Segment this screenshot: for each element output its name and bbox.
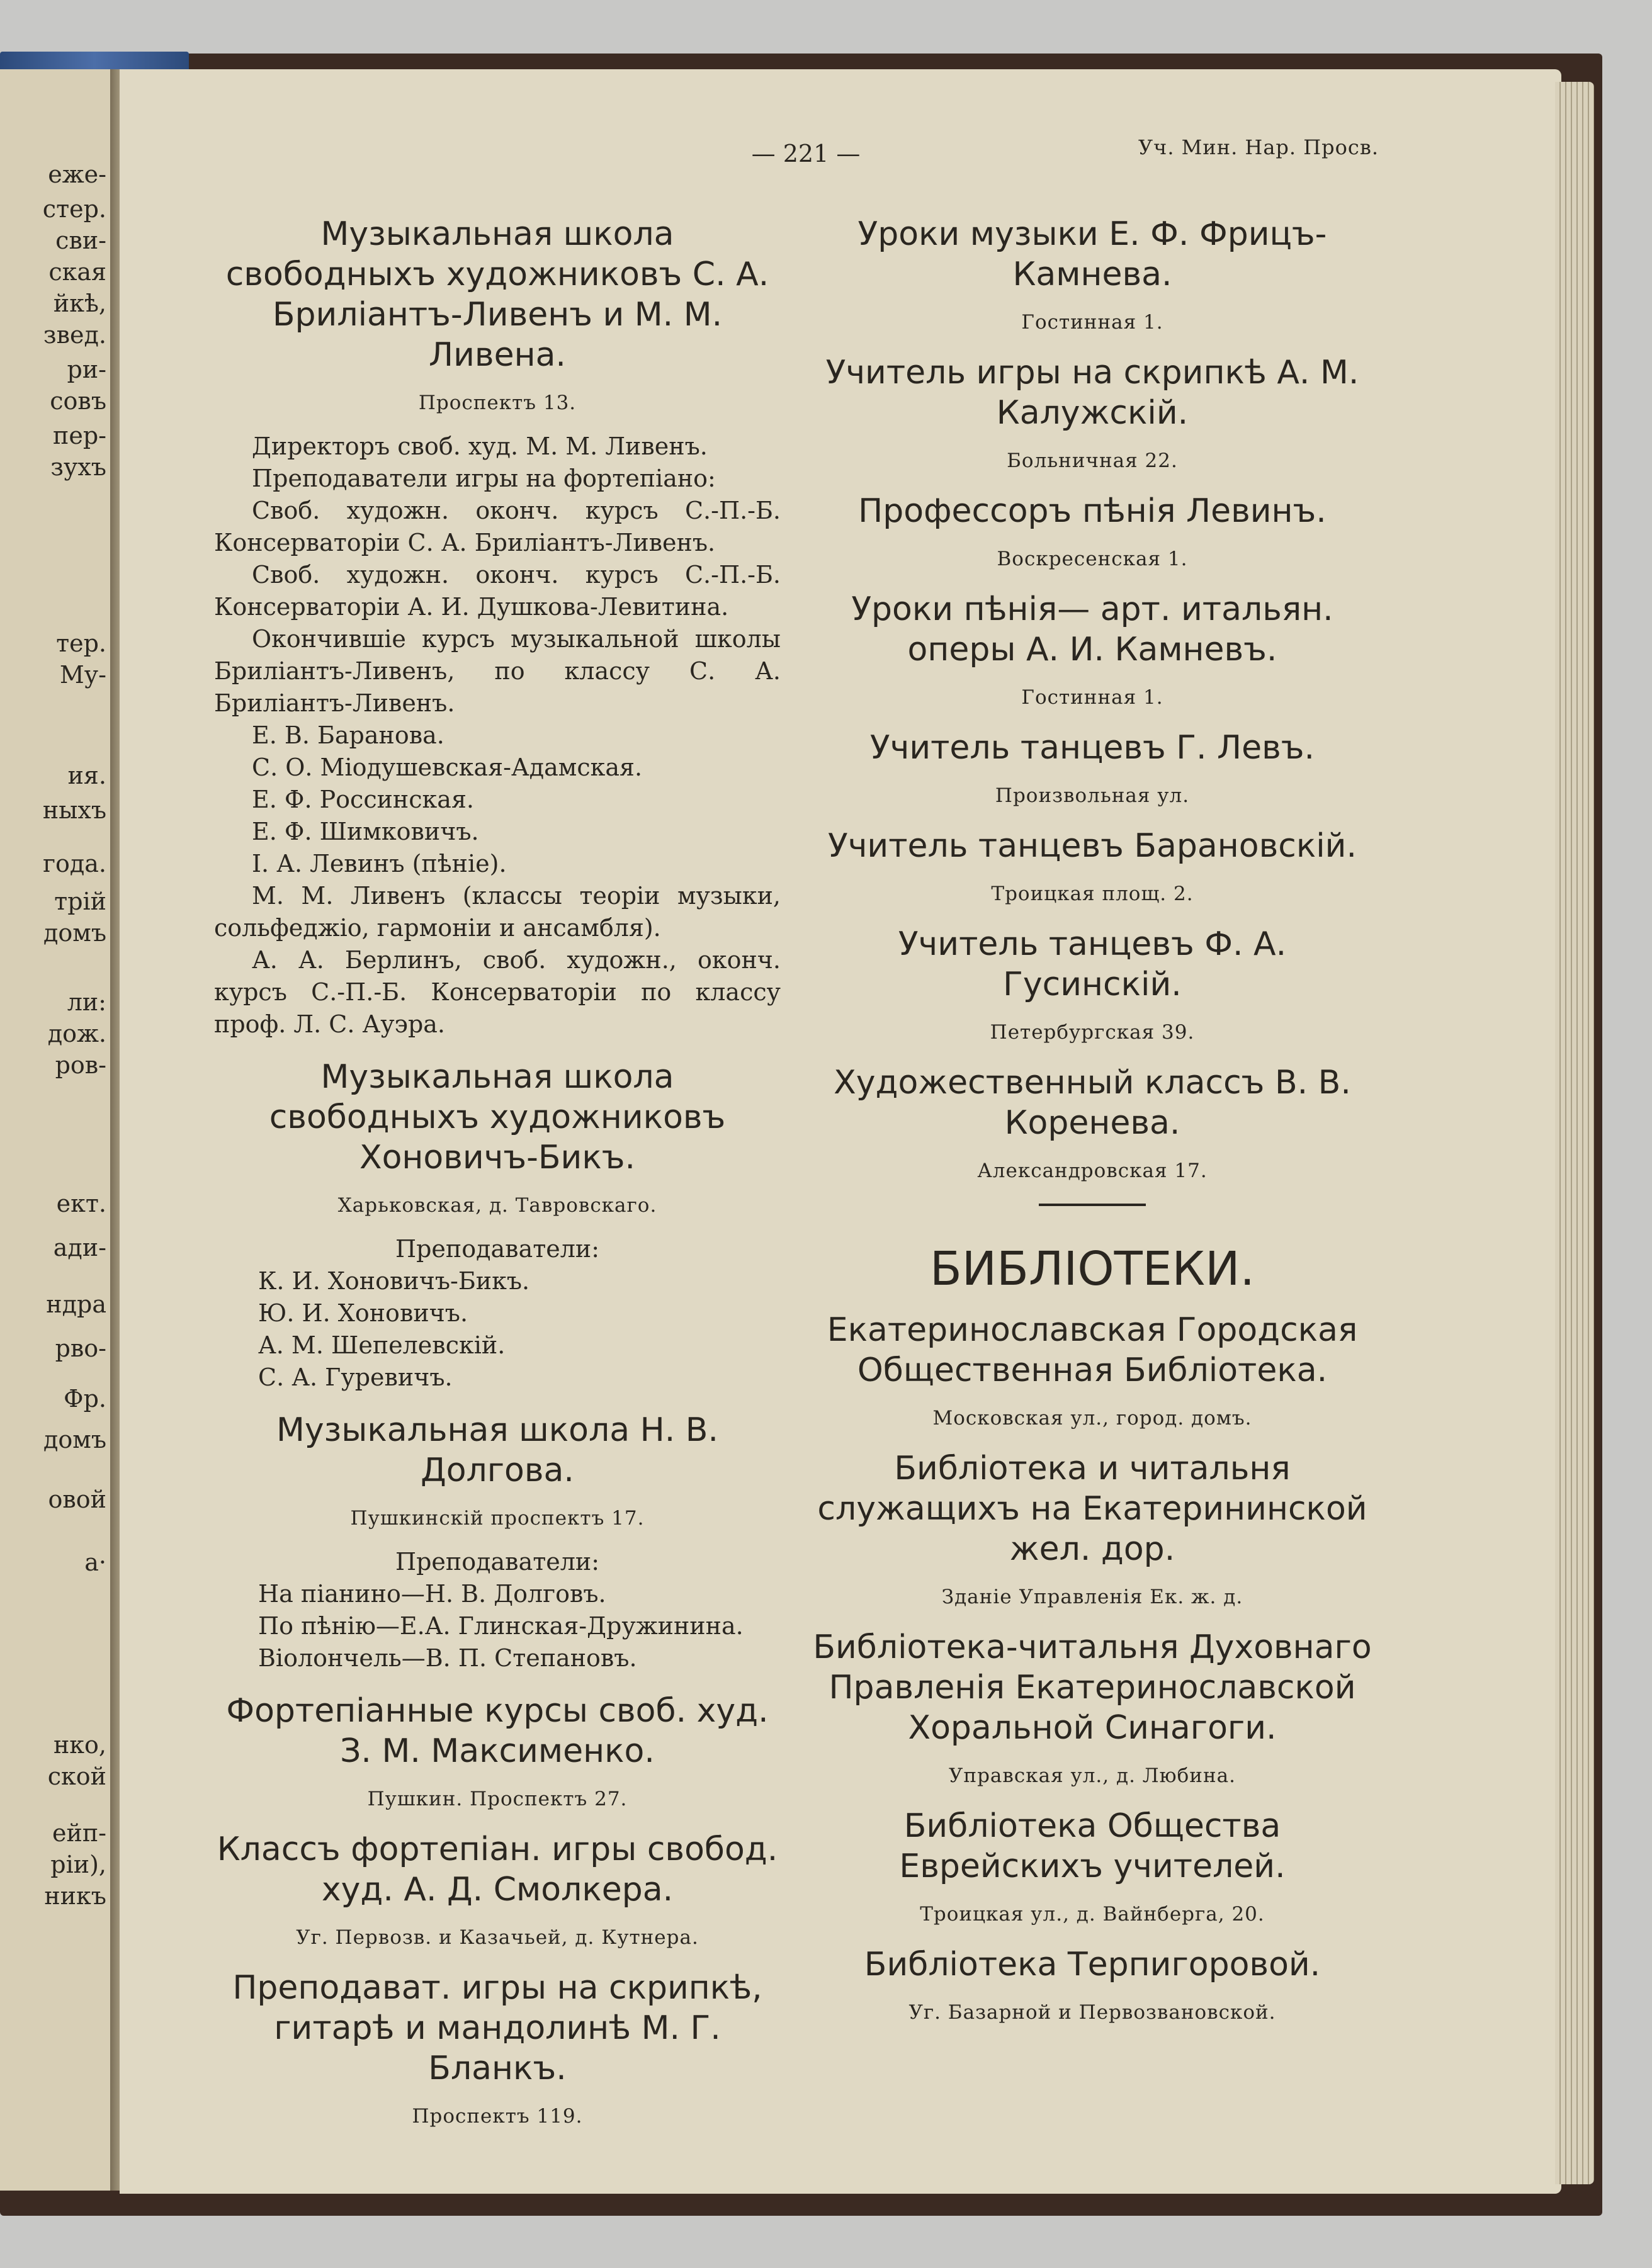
entry-paragraph: Е. Ф. Шимковичъ. bbox=[252, 818, 479, 845]
entry-address: Троицкая ул., д. Вайнберга, 20. bbox=[920, 1903, 1265, 1926]
entry-paragraph: Своб. художн. оконч. курсъ С.-П.-Б. Консерваторіи А. И. Душкова-Левитина. bbox=[214, 561, 781, 621]
left-page-text-fragment: стер. bbox=[42, 195, 106, 223]
staff-name: Ю. И. Хоновичъ. bbox=[258, 1299, 468, 1327]
staff-name: Віолончель—В. П. Степановъ. bbox=[258, 1644, 637, 1672]
left-page-text-fragment: йкѣ, bbox=[53, 290, 106, 317]
entry-address: Больничная 22. bbox=[1007, 449, 1178, 472]
entry-title: Музыкальная школа Н. В. Долгова. bbox=[276, 1411, 718, 1489]
directory-entry bbox=[214, 1410, 781, 1674]
staff-name: К. И. Хоновичъ-Бикъ. bbox=[258, 1267, 530, 1295]
left-page-text-fragment: года. bbox=[43, 850, 106, 877]
staff-list bbox=[214, 1578, 781, 1674]
left-page-text-fragment: рво- bbox=[55, 1334, 106, 1362]
left-page-text-fragment: Фр. bbox=[64, 1385, 106, 1413]
entry-address: Гостинная 1. bbox=[1021, 686, 1163, 709]
left-page-text-fragment: ект. bbox=[56, 1190, 106, 1217]
left-page-text-fragment: ров- bbox=[55, 1051, 106, 1079]
entry-address: Произвольная ул. bbox=[995, 784, 1190, 807]
left-page-text-fragment: пер- bbox=[53, 422, 106, 449]
entry-subheading: Преподаватели: bbox=[395, 1235, 600, 1263]
directory-entry bbox=[214, 1968, 781, 2130]
directory-entry bbox=[809, 353, 1376, 475]
left-page-edge bbox=[0, 69, 114, 2191]
left-page-text-fragment: ндра bbox=[46, 1290, 106, 1318]
left-page-text-fragment: зухъ bbox=[50, 453, 106, 481]
staff-name: На піанино—Н. В. Долговъ. bbox=[258, 1580, 606, 1608]
section-heading: БИБЛІОТЕКИ. bbox=[930, 1242, 1255, 1296]
entry-address: Воскресенская 1. bbox=[997, 548, 1188, 570]
entry-title: Библіотека Терпигоровой. bbox=[864, 1946, 1321, 1983]
entry-paragraph: С. О. Міодушевская-Адамская. bbox=[252, 753, 643, 781]
left-page-text-fragment: ади- bbox=[53, 1234, 106, 1261]
entry-title: Преподават. игры на скрипкѣ, гитарѣ и мандолинѣ М. Г. Бланкъ. bbox=[232, 1969, 762, 2087]
left-column bbox=[214, 214, 781, 2147]
section-divider bbox=[1039, 1204, 1146, 1206]
staff-name: По пѣнію—Е.А. Глинская-Дружинина. bbox=[258, 1612, 744, 1640]
entry-title: Екатеринославская Городская Общественная Библіотека. bbox=[827, 1311, 1358, 1389]
page-number: — 221 — bbox=[751, 140, 861, 167]
directory-entry bbox=[214, 214, 781, 1041]
entry-title: Профессоръ пѣнія Левинъ. bbox=[858, 492, 1327, 530]
right-column bbox=[809, 214, 1376, 2043]
entry-address: Гостинная 1. bbox=[1021, 311, 1163, 334]
entry-address: Уг. Первозв. и Казачьей, д. Кутнера. bbox=[296, 1926, 699, 1949]
left-page-text-fragment: ейп- bbox=[52, 1819, 106, 1847]
directory-entry bbox=[809, 924, 1376, 1046]
entry-address: Троицкая площ. 2. bbox=[991, 883, 1194, 905]
entry-paragraph: М. М. Ливенъ (классы теоріи музыки, сольфеджіо, гармоніи и ансамбля). bbox=[214, 882, 781, 942]
entry-address: Зданіе Управленія Ек. ж. д. bbox=[941, 1586, 1243, 1608]
entry-title: Учитель танцевъ Барановскій. bbox=[828, 827, 1357, 865]
entry-paragraph: Е. Ф. Россинская. bbox=[252, 786, 475, 813]
left-page-text-fragment: ныхъ bbox=[42, 796, 106, 824]
entry-title: Учитель танцевъ Ф. А. Гусинскій. bbox=[898, 925, 1287, 1003]
left-page-text-fragment: тер. bbox=[56, 629, 106, 657]
left-page-text-fragment: никъ bbox=[44, 1882, 106, 1910]
entry-title: Учитель игры на скрипкѣ А. М. Калужскій. bbox=[825, 354, 1359, 432]
entry-paragraph: Е. В. Баранова. bbox=[252, 721, 444, 749]
directory-entry bbox=[214, 1829, 781, 1951]
entry-title: Библіотека и читальня служащихъ на Екатерининской жел. дор. bbox=[817, 1450, 1367, 1568]
entry-address: Пушкинскій проспектъ 17. bbox=[350, 1507, 645, 1530]
entry-paragraph: Своб. художн. оконч. курсъ С.-П.-Б. Консерваторіи С. А. Бриліантъ-Ливенъ. bbox=[214, 497, 781, 556]
directory-entry bbox=[809, 589, 1376, 711]
entry-title: Библіотека-читальня Духовнаго Правленія Екатеринославской Хоральной Синагоги. bbox=[813, 1628, 1372, 1747]
left-page-text-fragment: трій bbox=[54, 888, 106, 915]
directory-entry bbox=[809, 1310, 1376, 1432]
entry-address: Проспектъ 13. bbox=[418, 392, 577, 414]
entry-address: Пушкин. Проспектъ 27. bbox=[367, 1788, 628, 1810]
entry-title: Учитель танцевъ Г. Левъ. bbox=[869, 729, 1315, 767]
entry-address: Управская ул., д. Любина. bbox=[949, 1764, 1236, 1787]
entry-paragraph: А. А. Берлинъ, своб. художн., оконч. курсъ С.-П.-Б. Консерваторіи по классу проф. Л. С. Ауэра. bbox=[214, 946, 781, 1038]
entry-title: Музыкальная школа свободныхъ художниковъ С. А. Бриліантъ-Ливенъ и М. М. Ливена. bbox=[225, 215, 769, 374]
left-page-text-fragment: ріи), bbox=[50, 1851, 106, 1878]
staff-name: А. М. Шепелевскій. bbox=[258, 1331, 506, 1359]
directory-entry bbox=[809, 1944, 1376, 2026]
running-title: Уч. Мин. Нар. Просв. bbox=[1138, 135, 1379, 159]
directory-entry bbox=[809, 1448, 1376, 1611]
entry-title: Уроки пѣнія— арт. итальян. оперы А. И. Камневъ. bbox=[851, 590, 1333, 669]
directory-entry bbox=[809, 1806, 1376, 1928]
directory-entry bbox=[214, 1057, 781, 1394]
left-page-text-fragment: ри- bbox=[67, 356, 106, 383]
left-page-text-fragment: звед. bbox=[43, 321, 106, 349]
directory-entry bbox=[809, 214, 1376, 336]
left-page-text-fragment: ли: bbox=[67, 988, 106, 1016]
entry-title: Музыкальная школа свободныхъ художниковъ Хоновичъ-Бикъ. bbox=[269, 1058, 726, 1176]
directory-entry bbox=[809, 1063, 1376, 1185]
left-page-text-fragment: домъ bbox=[43, 919, 106, 947]
entry-address: Проспектъ 119. bbox=[412, 2105, 583, 2128]
staff-list bbox=[214, 1265, 781, 1394]
left-page-text-fragment: нко, bbox=[53, 1731, 106, 1759]
left-page-text-fragment: сви- bbox=[55, 227, 106, 254]
directory-entry bbox=[809, 491, 1376, 573]
entry-address: Уг. Базарной и Первозвановской. bbox=[908, 2001, 1276, 2024]
entry-subheading: Преподаватели: bbox=[395, 1548, 600, 1576]
left-page-text-fragment: домъ bbox=[43, 1426, 106, 1453]
left-page-text-fragment: а· bbox=[84, 1549, 106, 1576]
directory-entry bbox=[809, 728, 1376, 810]
entry-title: Уроки музыки Е. Ф. Фрицъ-Камнева. bbox=[857, 215, 1327, 293]
directory-entry bbox=[809, 826, 1376, 908]
entry-title: Классъ фортепіан. игры свобод. худ. А. Д. Смолкера. bbox=[217, 1831, 778, 1909]
left-page-text-fragment: овой bbox=[48, 1486, 106, 1513]
entry-address: Московская ул., город. домъ. bbox=[932, 1407, 1252, 1430]
left-page-text-fragment: ская bbox=[48, 258, 106, 286]
entry-paragraph: Окончившіе курсъ музыкальной школы Бриліантъ-Ливенъ, по классу С. А. Бриліантъ-Ливенъ. bbox=[214, 625, 781, 717]
directory-entry bbox=[809, 1627, 1376, 1790]
entry-title: Библіотека Общества Еврейскихъ учителей. bbox=[899, 1807, 1286, 1885]
entry-address: Харьковская, д. Тавровскаго. bbox=[337, 1194, 657, 1217]
left-page-text-fragment: совъ bbox=[50, 387, 106, 415]
page-edges bbox=[1555, 82, 1594, 2184]
entry-title: Художественный классъ В. В. Коренева. bbox=[834, 1064, 1351, 1142]
staff-name: С. А. Гуревичъ. bbox=[258, 1363, 453, 1391]
entry-paragraph: І. А. Левинъ (пѣніе). bbox=[252, 850, 507, 877]
entry-title: Фортепіанные курсы своб. худ. З. М. Максименко. bbox=[226, 1692, 769, 1770]
entry-address: Александровская 17. bbox=[977, 1159, 1208, 1182]
entry-paragraph: Директоръ своб. худ. М. М. Ливенъ. bbox=[252, 432, 708, 460]
entry-paragraph: Преподаватели игры на фортепіано: bbox=[252, 465, 716, 492]
left-page-text-fragment: ия. bbox=[67, 762, 106, 789]
left-page-text-fragment: Му- bbox=[59, 661, 106, 689]
directory-entry bbox=[214, 1691, 781, 1813]
left-page-text-fragment: дож. bbox=[47, 1020, 106, 1047]
entry-address: Петербургская 39. bbox=[990, 1021, 1195, 1044]
left-page-text-fragment: ской bbox=[47, 1763, 106, 1790]
left-page-text-fragment: еже- bbox=[48, 161, 106, 188]
